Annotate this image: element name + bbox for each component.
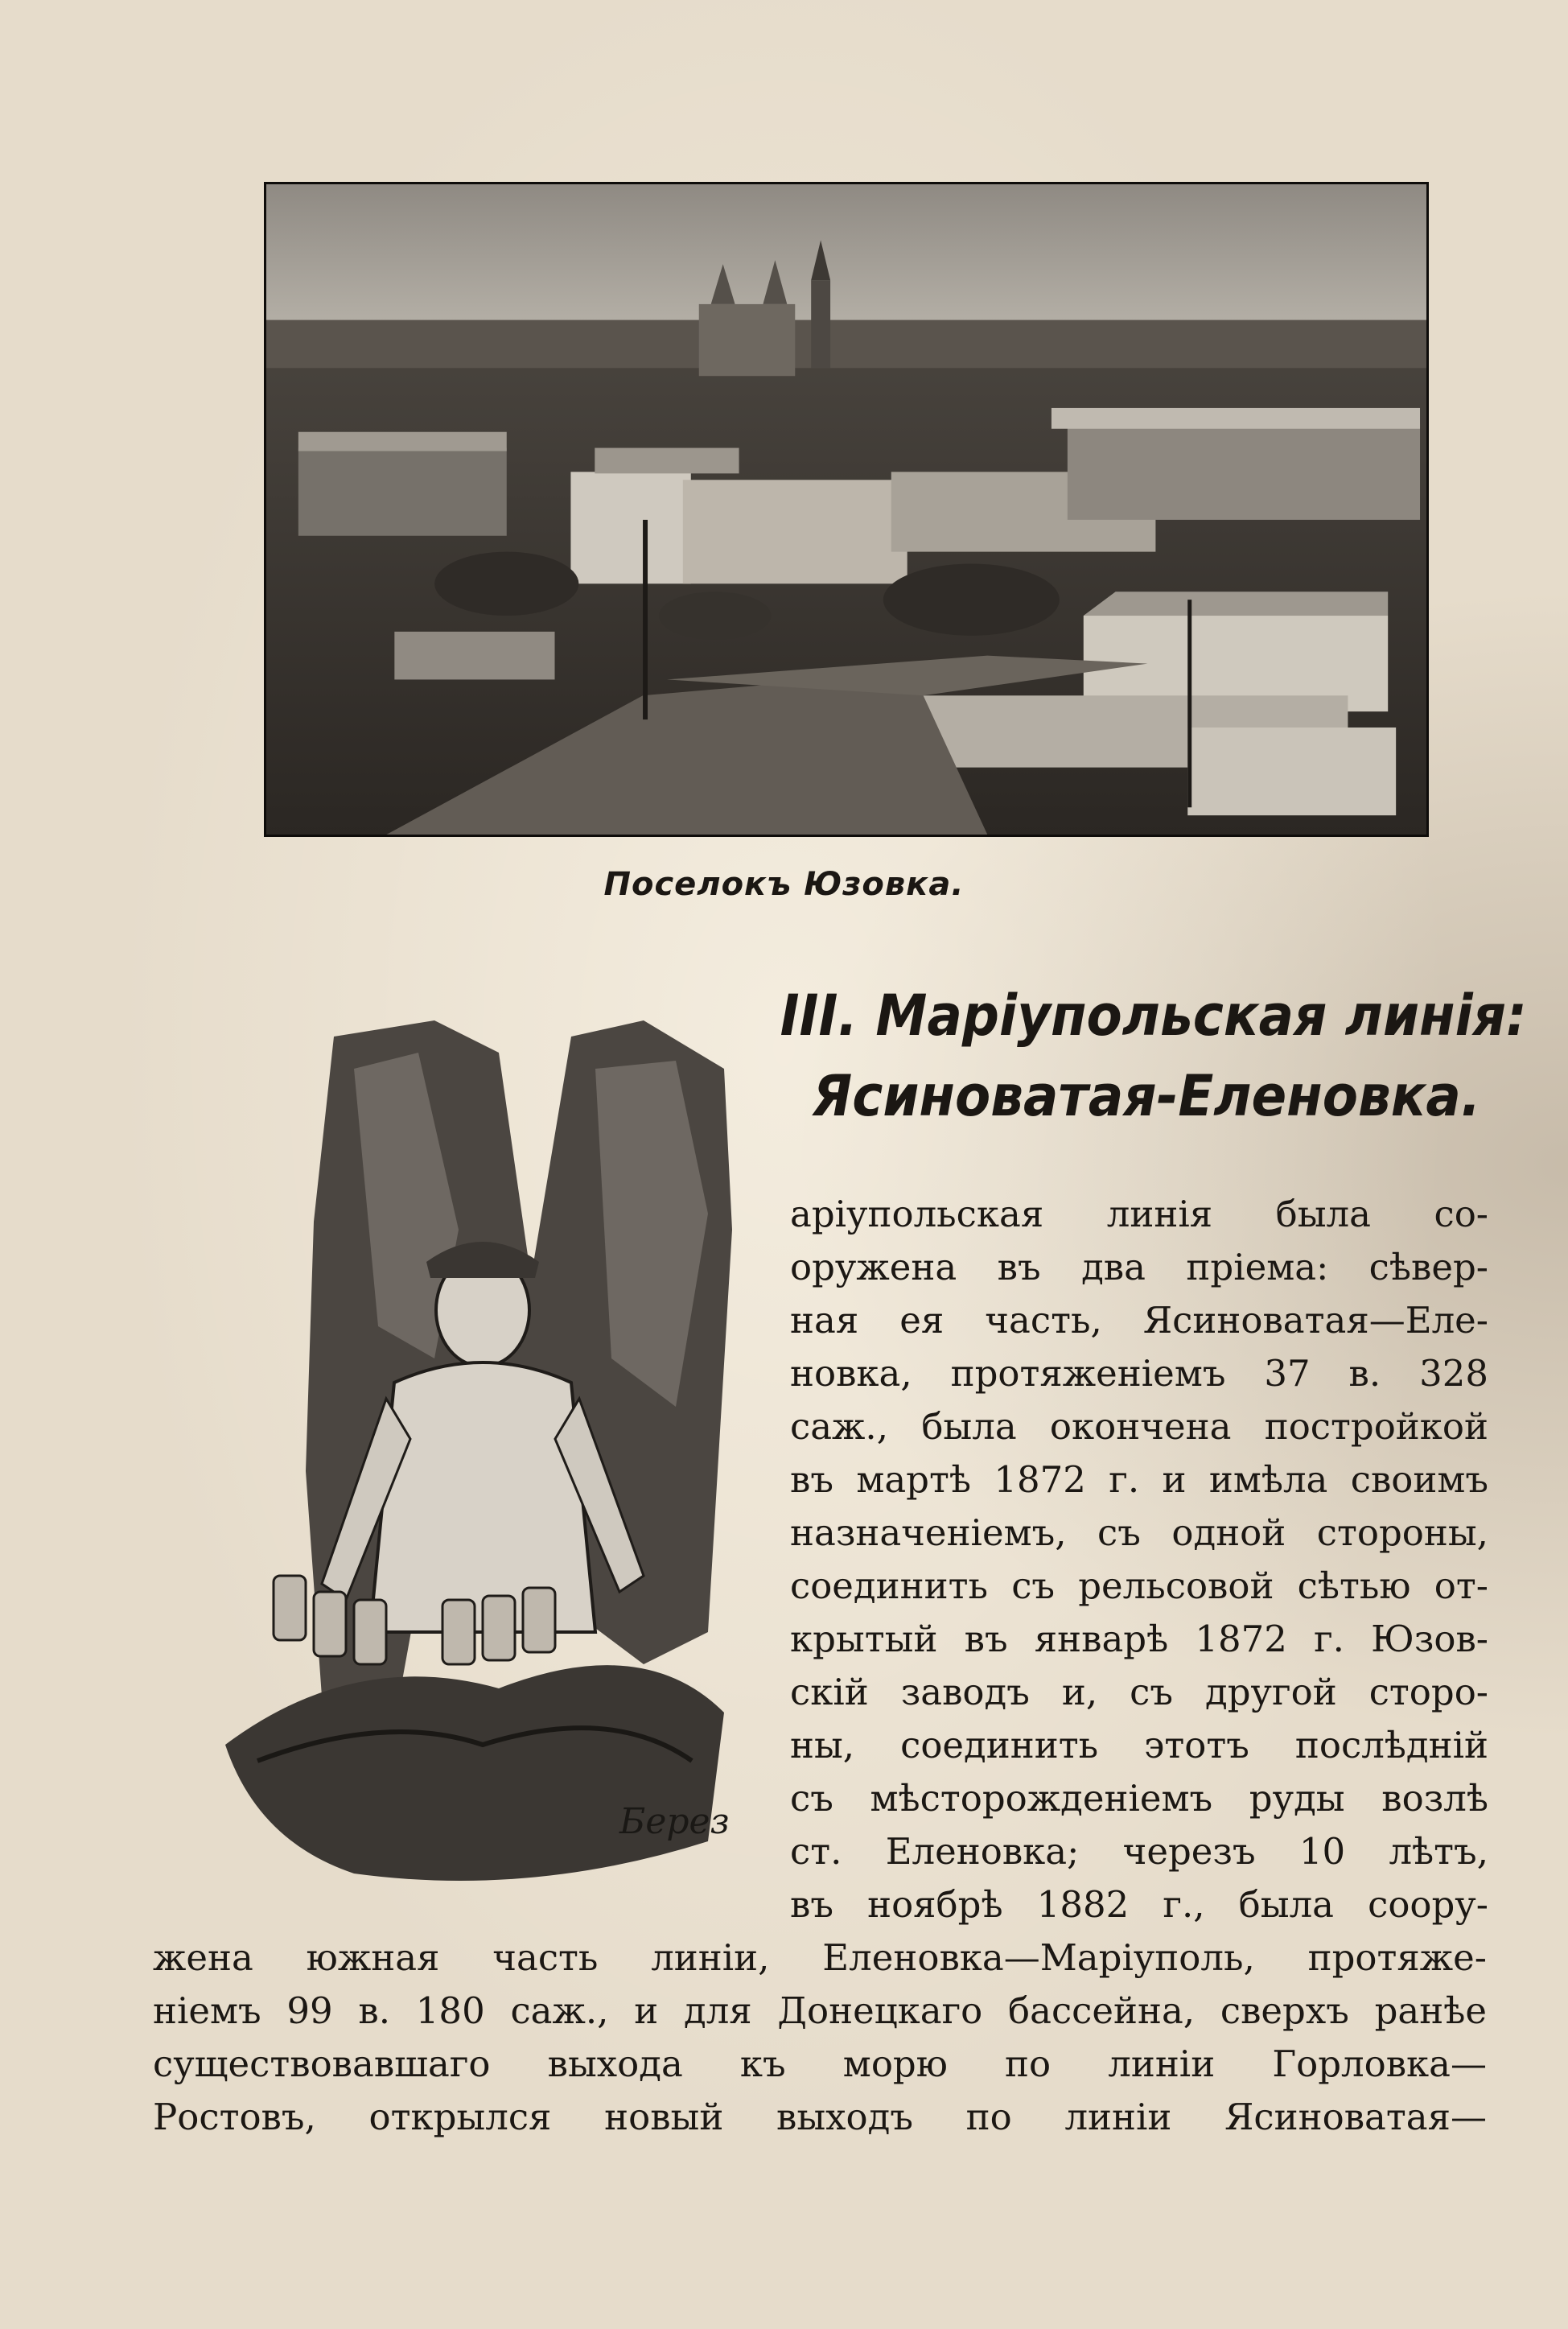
body-line: ст. Еленовка; черезъ 10 лѣтъ, <box>790 1830 1488 1873</box>
body-line: назначеніемъ, съ одной стороны, <box>790 1511 1488 1554</box>
photo-illustration <box>266 184 1426 835</box>
body-line-full: ніемъ 99 в. 180 саж., и для Донецкаго бассейна, сверхъ ранѣе <box>153 1989 1487 2032</box>
drop-cap-illustration <box>193 1020 756 1914</box>
photo-caption: Поселокъ Юзовка. <box>603 866 965 903</box>
body-line: въ ноябрѣ 1882 г., была соору- <box>790 1883 1488 1926</box>
body-line: саж., была окончена постройкой <box>790 1405 1488 1448</box>
body-line-full: существовавшаго выхода къ морю по линіи Горловка— <box>153 2043 1487 2085</box>
drop-cap-m-with-miner <box>193 1020 756 1914</box>
section-heading <box>780 975 1527 1136</box>
body-line: ны, соединить этотъ послѣдній <box>790 1724 1488 1766</box>
body-line: крытый въ январѣ 1872 г. Юзов- <box>790 1618 1488 1660</box>
body-line: аріупольская линія была со- <box>790 1193 1488 1235</box>
body-line: скій заводъ и, съ другой сторо- <box>790 1671 1488 1713</box>
body-line: въ мартѣ 1872 г. и имѣла своимъ <box>790 1458 1488 1501</box>
section-heading-line-1: III. Маріупольская линія: <box>780 983 1527 1049</box>
body-line: ная ея часть, Ясиноватая—Еле- <box>790 1299 1488 1342</box>
body-line-full: Ростовъ, открылся новый выходъ по линіи Ясиноватая— <box>153 2096 1487 2138</box>
photo-yuzovka <box>264 182 1429 837</box>
body-line: оружена въ два пріема: сѣвер- <box>790 1246 1488 1288</box>
section-heading-line-2: Ясиноватая-Еленовка. <box>812 1063 1481 1129</box>
body-line: соединить съ рельсовой сѣтью от- <box>790 1564 1488 1607</box>
body-line: съ мѣсторожденіемъ руды возлѣ <box>790 1777 1488 1820</box>
body-line: новка, протяженіемъ 37 в. 328 <box>790 1352 1488 1395</box>
body-line-full: жена южная часть линіи, Еленовка—Маріуполь, протяже- <box>153 1936 1487 1979</box>
artist-signature: Берез <box>619 1801 730 1842</box>
